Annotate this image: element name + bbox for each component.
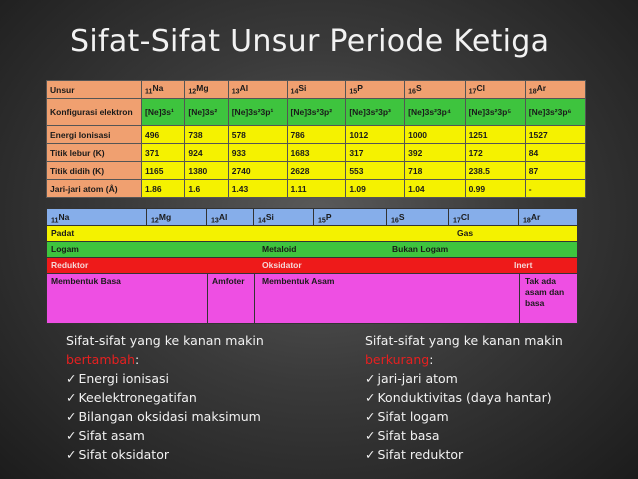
list-item: ✓ jari-jari atom <box>365 369 563 388</box>
element-header: $_{16}$S <box>405 81 465 99</box>
table-cell: [Ne]3s²3p¹ <box>228 99 287 126</box>
type-row <box>46 242 578 258</box>
gas-label: Gas <box>457 228 474 238</box>
list-keyword-line <box>66 350 264 369</box>
element-cell: $_{17}$Cl <box>449 209 519 226</box>
redox-row <box>46 258 578 274</box>
padat-label: Padat <box>51 228 75 238</box>
table-cell: 317 <box>346 144 405 162</box>
properties-table <box>46 80 586 198</box>
table-row <box>47 126 586 144</box>
table-cell: [Ne]3s²3p⁴ <box>405 99 465 126</box>
list-intro: Sifat-sifat yang ke kanan makin <box>66 333 264 348</box>
element-header: $_{18}$Ar <box>525 81 585 99</box>
row-label: Jari-jari atom (Å) <box>47 180 142 198</box>
list-item: ✓ Keelektronegatifan <box>66 388 264 407</box>
table-cell: 933 <box>228 144 287 162</box>
bukan-logam-label: Bukan Logam <box>392 244 449 254</box>
logam-label: Logam <box>51 244 79 254</box>
reduktor-label: Reduktor <box>51 260 89 270</box>
list-item: ✓ Sifat basa <box>365 426 563 445</box>
table-cell: 1683 <box>287 144 346 162</box>
slide-title: Sifat-Sifat Unsur Periode Ketiga <box>70 24 550 59</box>
table-cell: - <box>525 180 585 198</box>
list-item: ✓ Sifat oksidator <box>66 445 264 464</box>
table-cell: 718 <box>405 162 465 180</box>
membentuk-asam-label: Membentuk Asam <box>262 276 335 286</box>
table-cell: [Ne]3s¹ <box>142 99 185 126</box>
list-item: ✓ Bilangan oksidasi maksimum <box>66 407 264 426</box>
element-header: $_{17}$Cl <box>465 81 525 99</box>
divider <box>254 274 255 323</box>
table-cell: 0.99 <box>465 180 525 198</box>
table-cell: 1.11 <box>287 180 346 198</box>
keyword-decrease: berkurang <box>365 352 430 367</box>
table-cell: 1.6 <box>185 180 228 198</box>
table-cell: 1165 <box>142 162 185 180</box>
table-cell: 786 <box>287 126 346 144</box>
element-cell: $_{18}$Ar <box>523 212 541 225</box>
table-row <box>47 180 586 198</box>
table-cell: 924 <box>185 144 228 162</box>
row-label: Titik lebur (K) <box>47 144 142 162</box>
list-item: ✓ Sifat logam <box>365 407 563 426</box>
element-cell: $_{16}$S <box>387 209 449 226</box>
table-cell: 87 <box>525 162 585 180</box>
table-cell: [Ne]3s²3p⁵ <box>465 99 525 126</box>
table-cell: 392 <box>405 144 465 162</box>
list-item: ✓ Sifat asam <box>66 426 264 445</box>
table-header-row <box>47 81 586 99</box>
header-label: Unsur <box>47 81 142 99</box>
table-cell: 553 <box>346 162 405 180</box>
element-cell: $_{13}$Al <box>207 209 254 226</box>
table-cell: 1.86 <box>142 180 185 198</box>
element-cell: $_{14}$Si <box>254 209 314 226</box>
state-row <box>46 226 578 242</box>
no-acid-base-label: Tak ada asam dan basa <box>525 276 565 308</box>
acid-base-row <box>46 274 578 324</box>
table-row <box>47 99 586 126</box>
list-item: ✓ Konduktivitas (daya hantar) <box>365 388 563 407</box>
list-intro: Sifat-sifat yang ke kanan makin <box>365 333 563 348</box>
increasing-properties-list <box>66 331 264 464</box>
table-cell: 1000 <box>405 126 465 144</box>
table-cell: 496 <box>142 126 185 144</box>
table-cell: 84 <box>525 144 585 162</box>
table-cell: 2628 <box>287 162 346 180</box>
table-cell: 1.09 <box>346 180 405 198</box>
element-cell: $_{12}$Mg <box>147 209 207 226</box>
row-label: Energi Ionisasi <box>47 126 142 144</box>
table-cell: 2740 <box>228 162 287 180</box>
element-header: $_{12}$Mg <box>185 81 228 99</box>
element-cell: $_{11}$Na <box>47 209 147 226</box>
list-keyword-line <box>365 350 563 369</box>
row-label: Konfigurasi elektron <box>47 99 142 126</box>
metaloid-label: Metaloid <box>262 244 297 254</box>
table-cell: 371 <box>142 144 185 162</box>
classification-table <box>46 208 578 324</box>
table-cell: 1.04 <box>405 180 465 198</box>
divider <box>519 274 520 323</box>
membentuk-basa-label: Membentuk Basa <box>51 276 121 286</box>
table-cell: 238.5 <box>465 162 525 180</box>
table-cell: 1251 <box>465 126 525 144</box>
element-header: $_{11}$Na <box>142 81 185 99</box>
decreasing-properties-list <box>365 331 563 464</box>
list-item: ✓ Sifat reduktor <box>365 445 563 464</box>
table-cell: [Ne]3s²3p³ <box>346 99 405 126</box>
amfoter-label: Amfoter <box>212 276 245 286</box>
colon: : <box>429 352 434 367</box>
table-cell: [Ne]3s²3p⁶ <box>525 99 585 126</box>
table-cell: [Ne]3s²3p² <box>287 99 346 126</box>
inert-label: Inert <box>514 260 533 270</box>
element-header: $_{14}$Si <box>287 81 346 99</box>
element-header: $_{15}$P <box>346 81 405 99</box>
element-row <box>46 208 578 226</box>
table-cell: 578 <box>228 126 287 144</box>
element-header: $_{13}$Al <box>228 81 287 99</box>
row-label: Titik didih (K) <box>47 162 142 180</box>
table-cell: 1380 <box>185 162 228 180</box>
table-row <box>47 162 586 180</box>
table-cell: 738 <box>185 126 228 144</box>
colon: : <box>135 352 140 367</box>
table-cell: 1527 <box>525 126 585 144</box>
table-cell: 1012 <box>346 126 405 144</box>
keyword-increase: bertambah <box>66 352 136 367</box>
table-row <box>47 144 586 162</box>
table-cell: 172 <box>465 144 525 162</box>
oksidator-label: Oksidator <box>262 260 302 270</box>
divider <box>207 274 208 323</box>
table-cell: 1.43 <box>228 180 287 198</box>
table-cell: [Ne]3s² <box>185 99 228 126</box>
element-cell: $_{15}$P <box>314 209 387 226</box>
list-item: ✓ Energi ionisasi <box>66 369 264 388</box>
